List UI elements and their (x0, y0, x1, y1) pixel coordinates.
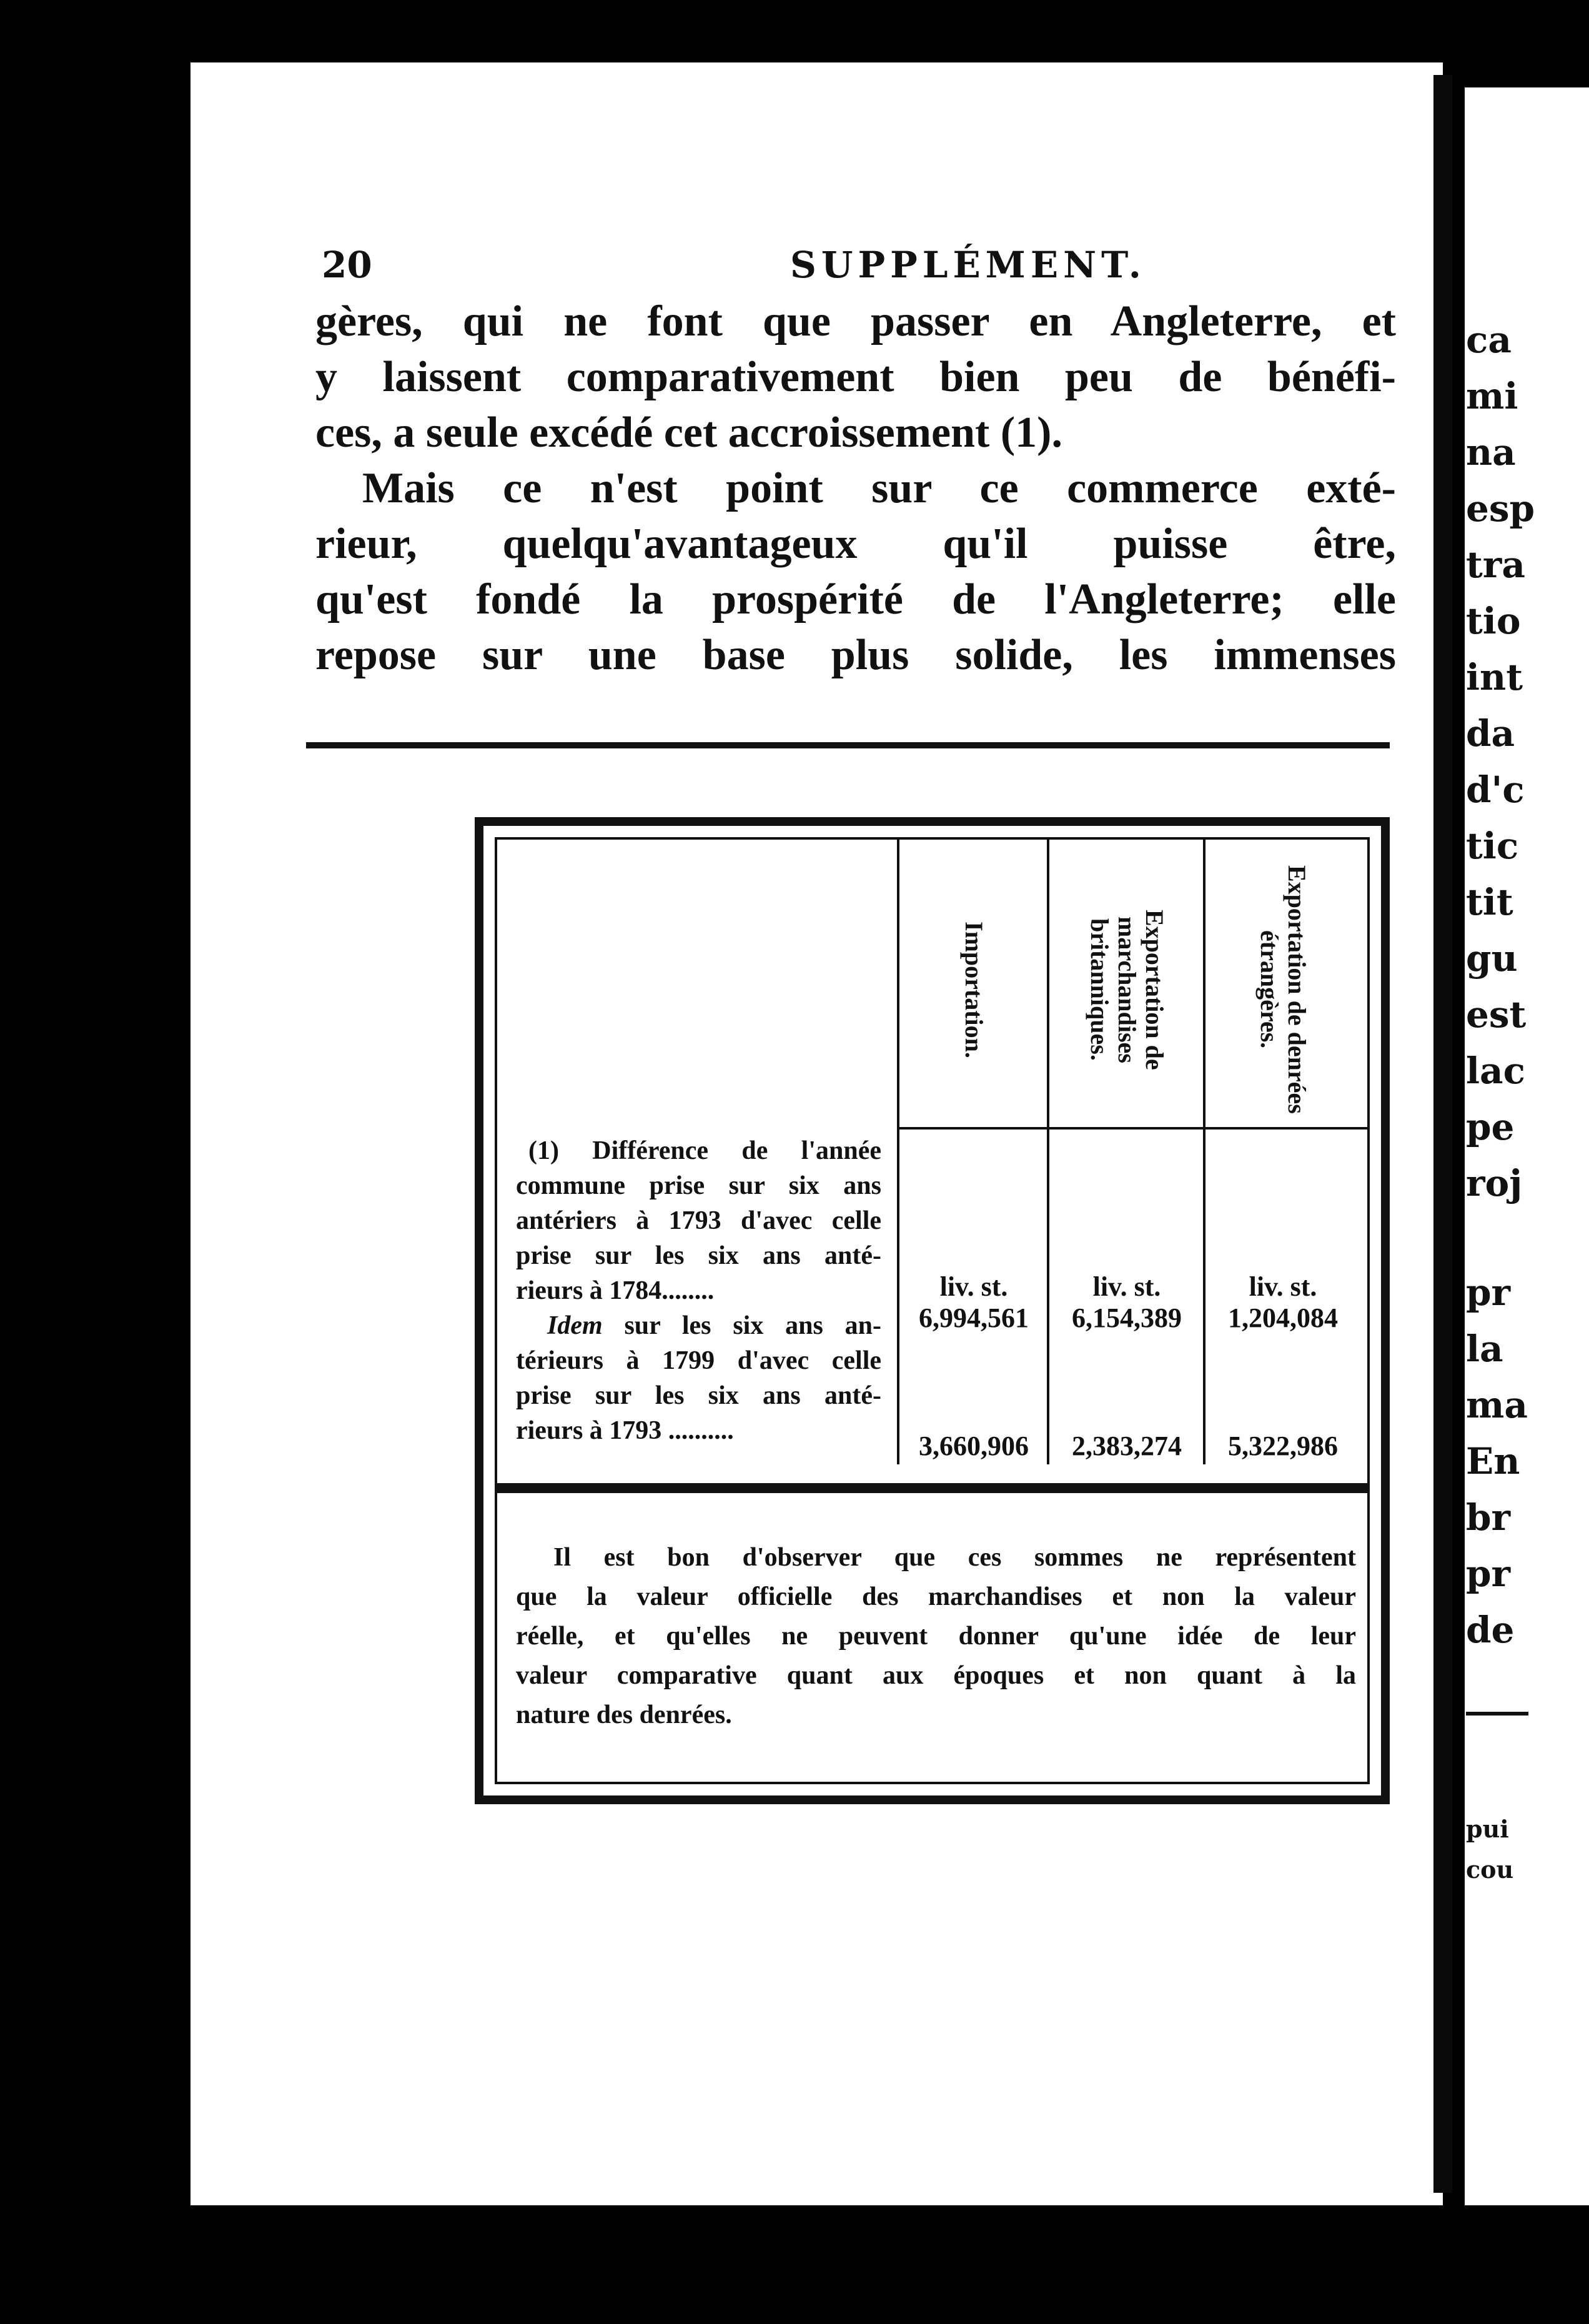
description-line: antériers à 1793 d'avec celle (516, 1206, 881, 1235)
value-cell: 5,322,986 (1228, 1431, 1338, 1461)
right-fragment: gu (1466, 937, 1518, 980)
body-line: y laissent comparativement bien peu de bénéfi- (315, 353, 1396, 401)
right-fragment: br (1466, 1496, 1511, 1539)
value-cell: 1,204,084 (1228, 1303, 1338, 1333)
right-page (1465, 87, 1589, 2205)
column-divider (1203, 840, 1205, 1464)
right-fragment: da (1466, 712, 1515, 755)
body-line: ces, a seule excédé cet accroissement (1). (315, 409, 1062, 457)
page-number: 20 (322, 244, 372, 286)
header-export-foreign: Exportation de denrées étrangères. (1255, 865, 1311, 1114)
right-fragment: la (1466, 1328, 1503, 1370)
header-divider (897, 1127, 1367, 1130)
value-cell: 6,154,389 (1072, 1303, 1182, 1333)
right-fragment: tit (1466, 881, 1513, 923)
description-line: rieurs à 1793 .......... (516, 1416, 734, 1445)
unit-label: liv. st. (1249, 1271, 1317, 1302)
right-fragment: d'c (1466, 768, 1525, 811)
right-fragment: int (1466, 656, 1523, 698)
right-fragment: mi (1466, 375, 1518, 417)
unit-label: liv. st. (1092, 1271, 1161, 1302)
body-line: qu'est fondé la prospérité de l'Angleterre; elle (315, 575, 1396, 623)
right-fragment: esp (1466, 487, 1535, 530)
right-fragment: tic (1466, 825, 1519, 867)
running-head: SUPPLÉMENT. (790, 244, 1146, 286)
note-line: nature des denrées. (516, 1701, 732, 1729)
body-line: repose sur une base plus solide, les immenses (315, 631, 1396, 679)
unit-label: liv. st. (939, 1271, 1008, 1302)
right-fragment: est (1466, 993, 1527, 1036)
description-line: prise sur les six ans anté- (516, 1241, 881, 1270)
value-cell: 6,994,561 (919, 1303, 1029, 1333)
table-inner-frame (495, 837, 1370, 1784)
header-export-british: Exportation de marchandises britanniques. (1086, 909, 1169, 1070)
right-fragment: tra (1466, 544, 1525, 586)
value-cell: 3,660,906 (919, 1431, 1029, 1461)
right-fragment: de (1466, 1609, 1515, 1651)
table-thick-rule (497, 1483, 1367, 1493)
description-line: térieurs à 1799 d'avec celle (516, 1346, 881, 1375)
description-line: rieurs à 1784........ (516, 1276, 715, 1305)
body-line: gères, qui ne font que passer en Angleterre, et (315, 297, 1396, 345)
right-fragment: lac (1466, 1050, 1525, 1092)
description-line: (1) Différence de l'année (528, 1136, 881, 1165)
column-divider (1047, 840, 1049, 1464)
right-fragment: cou (1466, 1855, 1514, 1884)
footnote-rule (306, 742, 1390, 748)
note-line: réelle, et qu'elles ne peuvent donner qu'une idée de leur (516, 1622, 1356, 1651)
right-fragment: roj (1466, 1162, 1523, 1204)
table-note (516, 1538, 1356, 1735)
trade-table (475, 817, 1390, 1804)
column-divider (897, 840, 899, 1464)
note-line: valeur comparative quant aux époques et non quant à la (516, 1661, 1356, 1690)
right-rule (1466, 1712, 1528, 1716)
row-description (516, 1133, 881, 1448)
right-fragment: ca (1466, 319, 1512, 361)
right-fragment: pe (1466, 1106, 1515, 1148)
description-line: Idem sur les six ans an- (547, 1311, 881, 1340)
right-fragment: tio (1466, 600, 1521, 642)
body-paragraph (315, 294, 1396, 683)
description-line: prise sur les six ans anté- (516, 1381, 881, 1410)
body-line: rieur, quelqu'avantageux qu'il puisse être, (315, 520, 1396, 568)
right-fragment: ma (1466, 1384, 1528, 1426)
description-line: commune prise sur six ans (516, 1171, 881, 1200)
page-gutter (1433, 75, 1452, 2193)
note-line: Il est bon d'observer que ces sommes ne représentent (553, 1543, 1356, 1572)
note-line: que la valeur officielle des marchandises et non la valeur (516, 1582, 1356, 1611)
right-fragment: En (1466, 1440, 1520, 1482)
right-fragment: pr (1466, 1271, 1511, 1314)
right-fragment: pr (1466, 1552, 1511, 1595)
value-cell: 2,383,274 (1072, 1431, 1182, 1461)
body-line: Mais ce n'est point sur ce commerce exté- (362, 464, 1396, 512)
right-fragment: pui (1466, 1815, 1509, 1843)
right-fragment: na (1466, 431, 1516, 474)
header-importation: Importation. (960, 921, 988, 1058)
